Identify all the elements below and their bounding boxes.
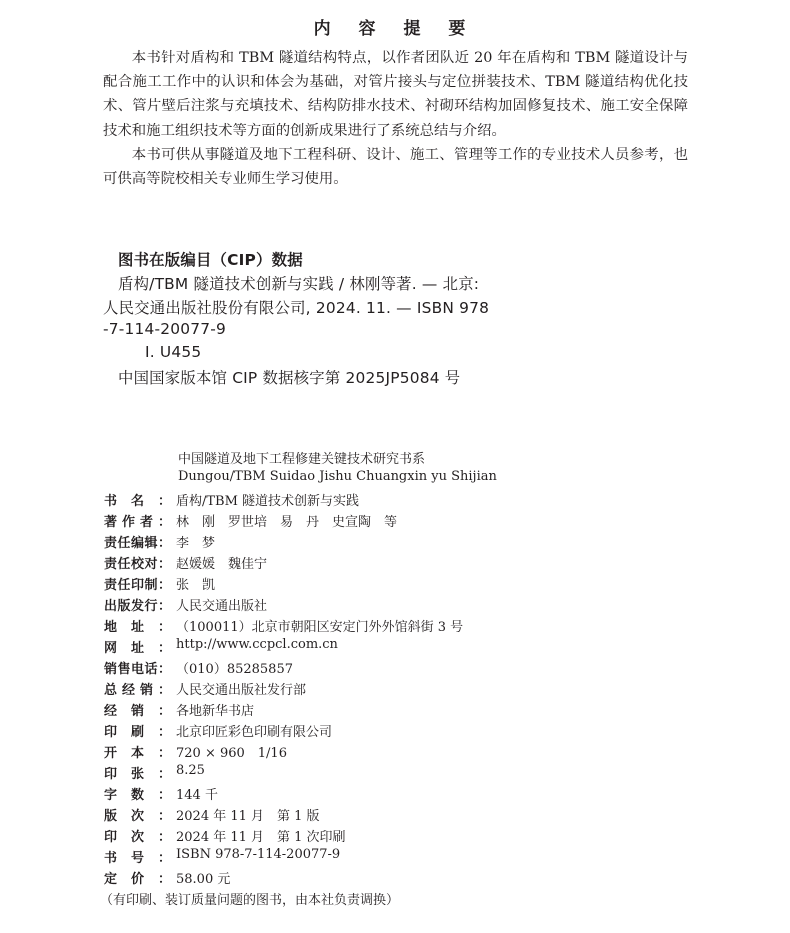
book-pinyin-title: Dungou/TBM Suidao Jishu Chuangxin yu Shijian [178, 469, 497, 484]
colophon-label: 字数： [104, 788, 171, 803]
colophon-label: 责任校对： [104, 557, 171, 572]
colophon-label: 书名： [104, 494, 171, 509]
cip-line: -7-114-20077-9 [103, 320, 226, 338]
colophon-value: 北京印匠彩色印刷有限公司 [176, 725, 333, 740]
colophon-value: 张 凯 [176, 578, 216, 593]
colophon-label: 书号： [104, 851, 171, 866]
cip-line: 盾构/TBM 隧道技术创新与实践 / 林刚等著. — 北京: [118, 275, 480, 293]
colophon-value: 144 千 [176, 788, 218, 803]
quality-note: （有印刷、装订质量问题的图书，由本社负责调换） [100, 893, 400, 908]
colophon-label: 出版发行： [104, 599, 171, 614]
colophon-label: 印刷： [104, 725, 171, 740]
colophon-value: 58.00 元 [176, 872, 231, 887]
colophon-label: 地址： [104, 620, 171, 635]
colophon-label: 网址： [104, 641, 171, 656]
colophon-value: 8.25 [176, 763, 205, 778]
colophon-label: 印次： [104, 830, 171, 845]
page-title: 内 容 提 要 [313, 19, 477, 39]
series-title: 中国隧道及地下工程修建关键技术研究书系 [178, 452, 426, 467]
colophon-value: 各地新华书店 [176, 704, 255, 719]
colophon-value: 720 × 960 1/16 [176, 746, 287, 761]
colophon-value: 林 刚 罗世培 易 丹 史宣陶 等 [176, 515, 398, 530]
colophon-value: （100011）北京市朝阳区安定门外外馆斜街 3 号 [176, 620, 464, 635]
colophon-value: 2024 年 11 月 第 1 次印刷 [176, 830, 346, 845]
colophon-value: 李 梦 [176, 536, 216, 551]
colophon-label: 责任编辑： [104, 536, 171, 551]
colophon-value: 盾构/TBM 隧道技术创新与实践 [176, 494, 360, 509]
colophon-label: 定价： [104, 872, 171, 887]
colophon-label: 印张： [104, 767, 171, 782]
colophon-value: 2024 年 11 月 第 1 版 [176, 809, 320, 824]
cip-line: 人民交通出版社股份有限公司, 2024. 11. — ISBN 978 [103, 299, 490, 317]
abstract-paragraph: 本书可供从事隧道及地下工程科研、设计、施工、管理等工作的专业技术人员参考，也可供高等院校相关专业师生学习使用。 [103, 146, 688, 188]
colophon-value: 人民交通出版社发行部 [176, 683, 307, 698]
colophon-label: 版次： [104, 809, 171, 824]
abstract-paragraph: 本书针对盾构和 TBM 隧道结构特点，以作者团队近 20 年在盾构和 TBM 隧道设计与配合施工工作中的认识和体会为基础，对管片接头与定位拼装技术、TBM 隧道结构优化技术、管片壁后注浆与充填技术、结构防排水技术、衬砌环结构加固修复技术、施工安全保障技术和施工组织技术等方面的创新成果进行了系统总结与介绍。 [103, 50, 688, 139]
abstract [103, 46, 688, 191]
colophon-value: ISBN 978-7-114-20077-9 [176, 847, 341, 862]
cip-heading: 图书在版编目（CIP）数据 [118, 251, 303, 269]
colophon-value: 赵媛媛 魏佳宁 [176, 557, 268, 572]
colophon-label: 著作者： [104, 515, 171, 530]
colophon-value: （010）85285857 [176, 662, 293, 677]
colophon-label: 开本： [104, 746, 171, 761]
colophon-label: 责任印制： [104, 578, 171, 593]
cip-record-number: 中国国家版本馆 CIP 数据核字第 2025JP5084 号 [118, 369, 461, 387]
colophon-label: 经销： [104, 704, 171, 719]
colophon-label: 总经销： [104, 683, 171, 698]
cip-classification: Ⅰ. U455 [145, 343, 202, 361]
colophon-label: 销售电话： [104, 662, 171, 677]
colophon-value: 人民交通出版社 [176, 599, 268, 614]
colophon-value: http://www.ccpcl.com.cn [176, 637, 338, 652]
